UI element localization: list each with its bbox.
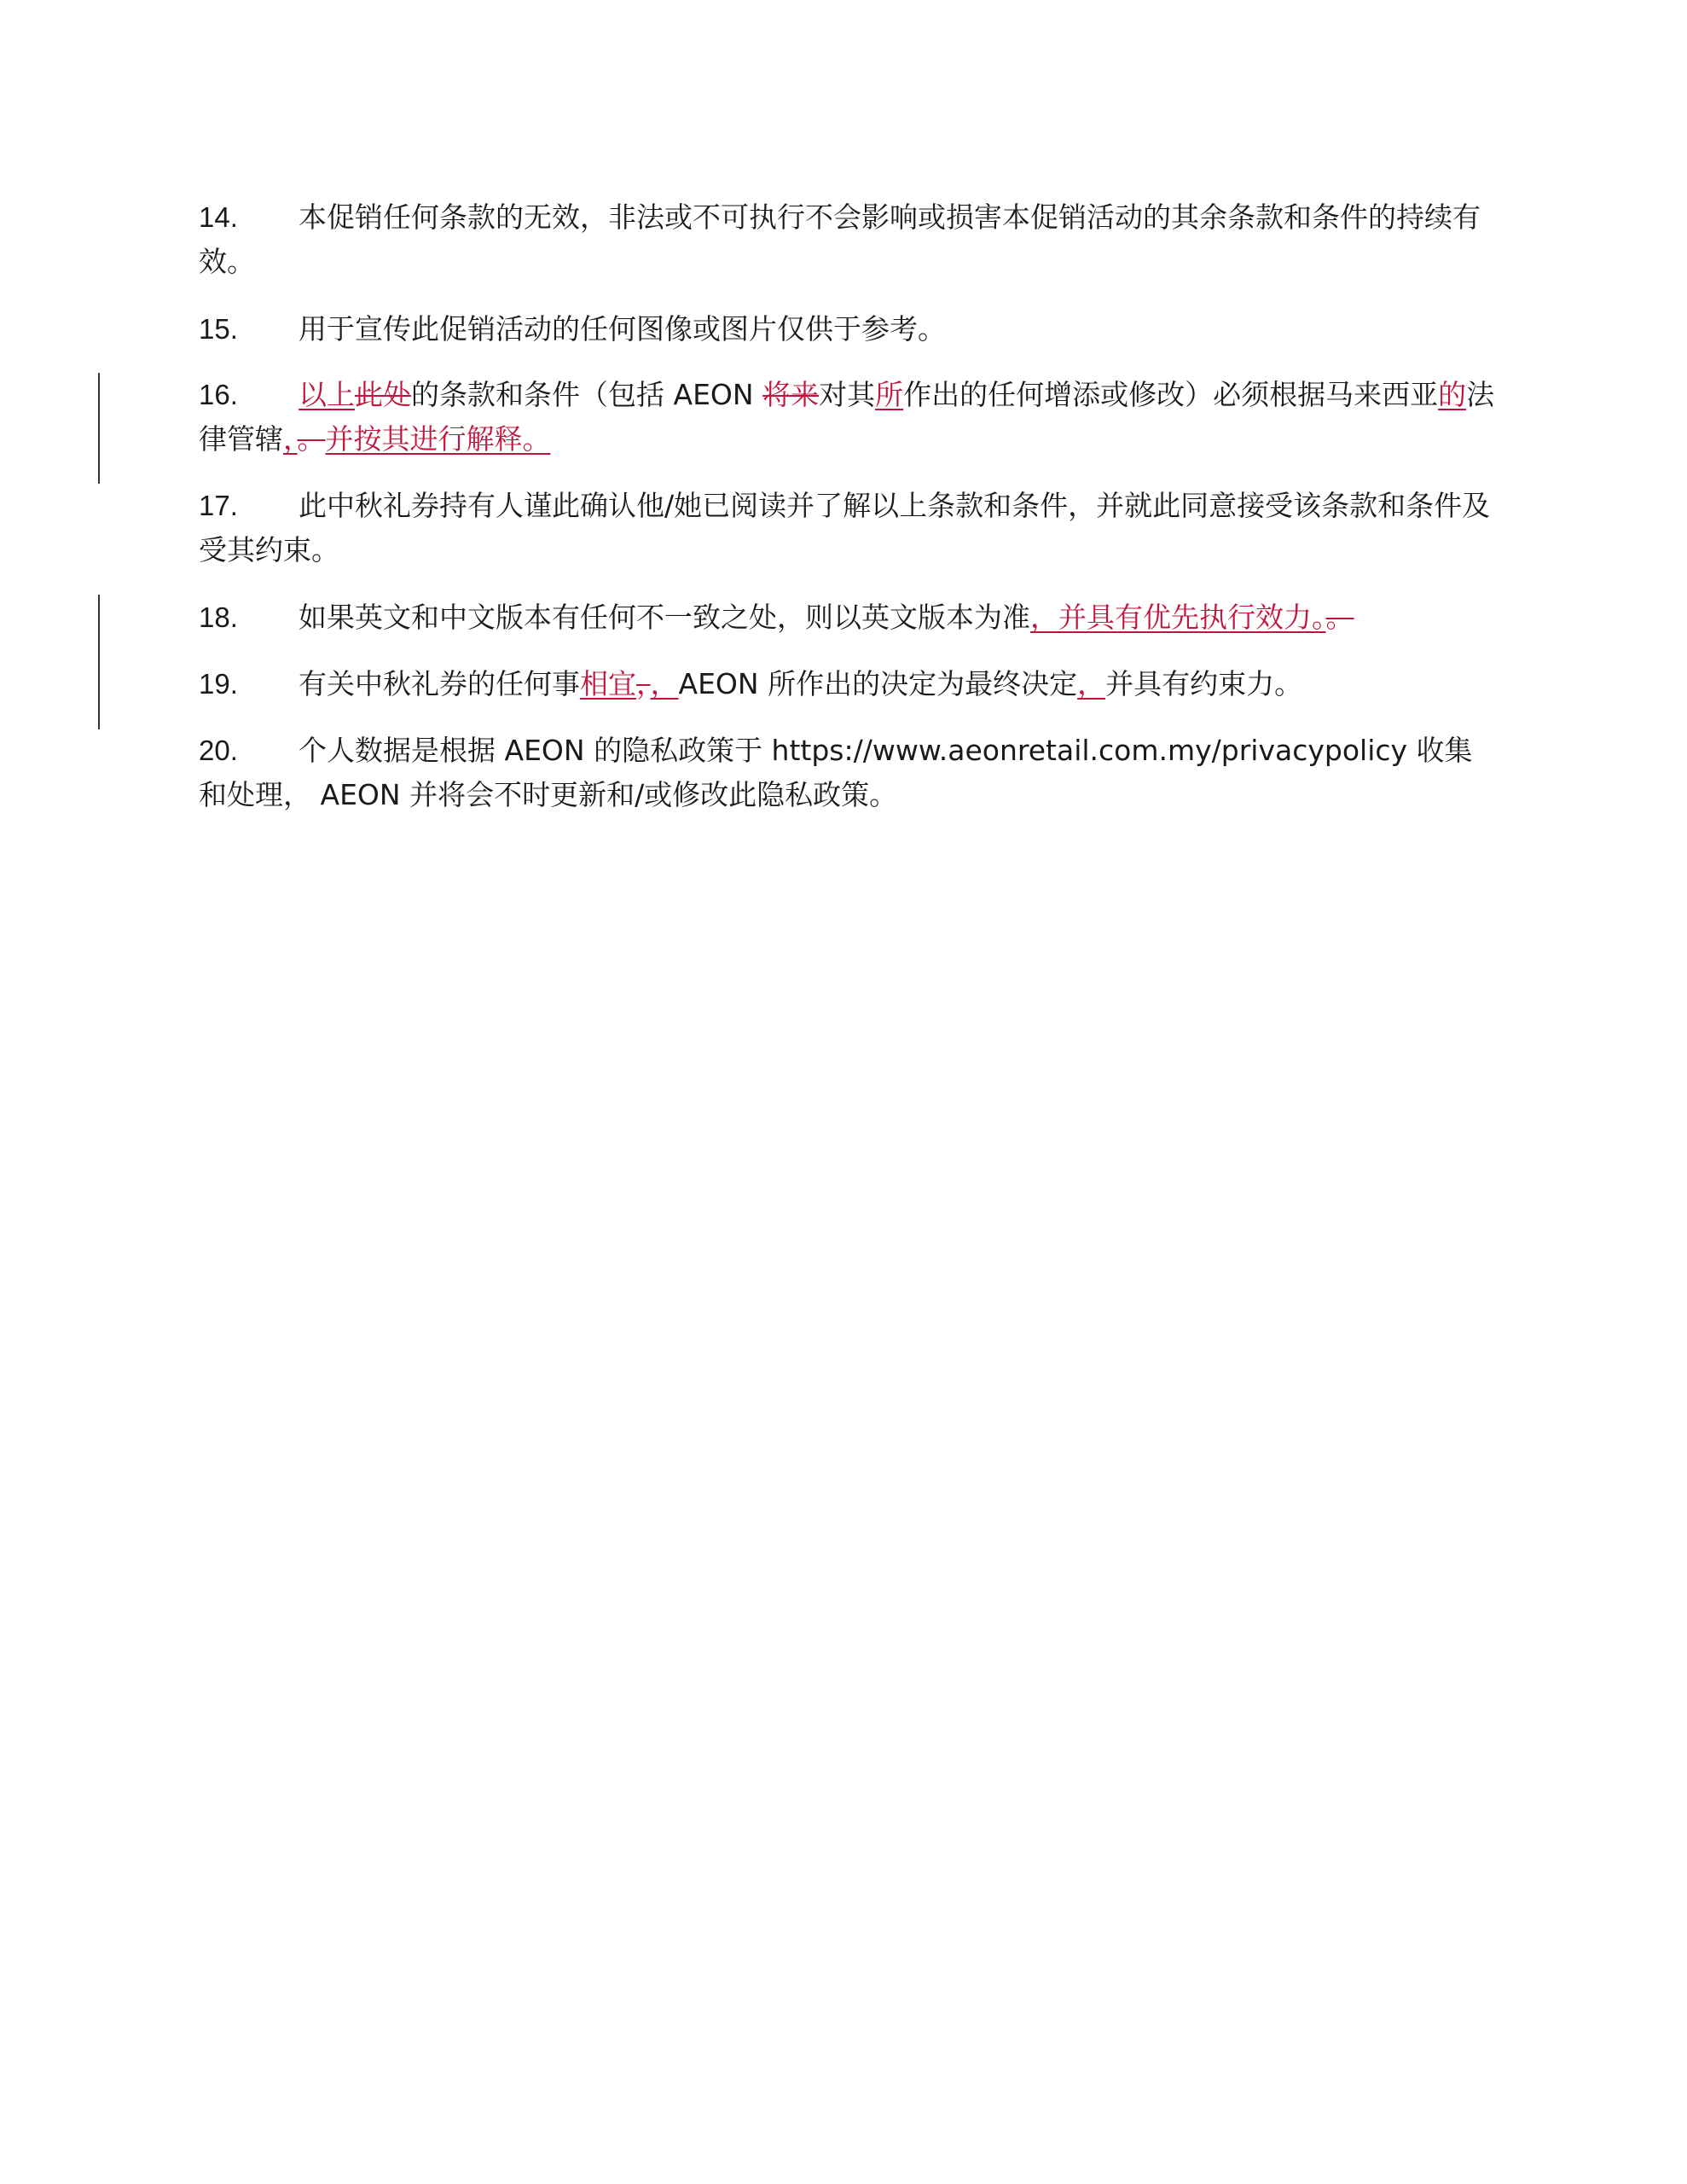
clause-number: 17.	[199, 490, 238, 521]
clause-number: 16.	[199, 379, 238, 410]
clause-14	[199, 195, 1495, 284]
change-bar-clause-16	[98, 373, 100, 484]
deleted-text: 将来	[762, 378, 820, 411]
clause-text: 用于宣传此促销活动的任何图像或图片仅供于参考。	[299, 312, 946, 346]
clause-text: AEON 所作出的决定为最终决定	[678, 667, 1078, 700]
deleted-text: ，	[636, 667, 651, 700]
clause-number: 18.	[199, 601, 238, 633]
clause-text: 并具有约束力。	[1105, 667, 1303, 700]
inserted-text: ，	[650, 667, 679, 700]
clause-text: 有关中秋礼券的任何事	[299, 667, 580, 700]
inserted-text: 以上	[299, 378, 355, 411]
clause-number: 14.	[199, 201, 238, 233]
clause-17	[199, 484, 1495, 572]
clause-19	[199, 662, 1495, 706]
clause-number: 20.	[199, 735, 238, 766]
deleted-text: 。	[297, 422, 326, 456]
clause-text: 的条款和条件（包括 AEON	[411, 378, 763, 411]
clause-text: 个人数据是根据 AEON 的隐私政策于 https://www.aeonretail.com.my/privacypolicy 收集和处理， AEON 并将会不时更新和/或修改此隐私政策。	[199, 734, 1473, 811]
clause-15	[199, 307, 1495, 351]
clause-number: 19.	[199, 668, 238, 700]
clause-16	[199, 373, 1495, 462]
clause-text: 如果英文和中文版本有任何不一致之处，则以英文版本为准	[299, 601, 1030, 634]
deleted-text: 此处	[355, 378, 411, 411]
inserted-text: 所	[875, 378, 904, 411]
clause-number: 15.	[199, 313, 238, 345]
inserted-text: 并按其进行解释。	[325, 422, 551, 456]
inserted-text: ，	[1077, 667, 1106, 700]
deleted-text: 。	[1325, 601, 1354, 634]
clause-18	[199, 595, 1495, 640]
inserted-text: 的	[1438, 378, 1467, 411]
clause-text: 法律管辖	[199, 378, 1495, 456]
clause-text: 此中秋礼券持有人谨此确认他/她已阅读并了解以上条款和条件，并就此同意接受该条款和条件及受其约束。	[199, 489, 1491, 566]
change-bar-clauses-18-19	[98, 595, 100, 729]
inserted-text: 相宜	[580, 667, 636, 700]
clause-20	[199, 729, 1495, 817]
inserted-text: ，	[283, 422, 298, 456]
clause-text: 本促销任何条款的无效，非法或不可执行不会影响或损害本促销活动的其余条款和条件的持续有效。	[199, 200, 1481, 278]
clause-text: 对其	[819, 378, 876, 411]
inserted-text: ，并具有优先执行效力。	[1030, 601, 1326, 634]
clause-text: 作出的任何增添或修改）必须根据马来西亚	[903, 378, 1439, 411]
